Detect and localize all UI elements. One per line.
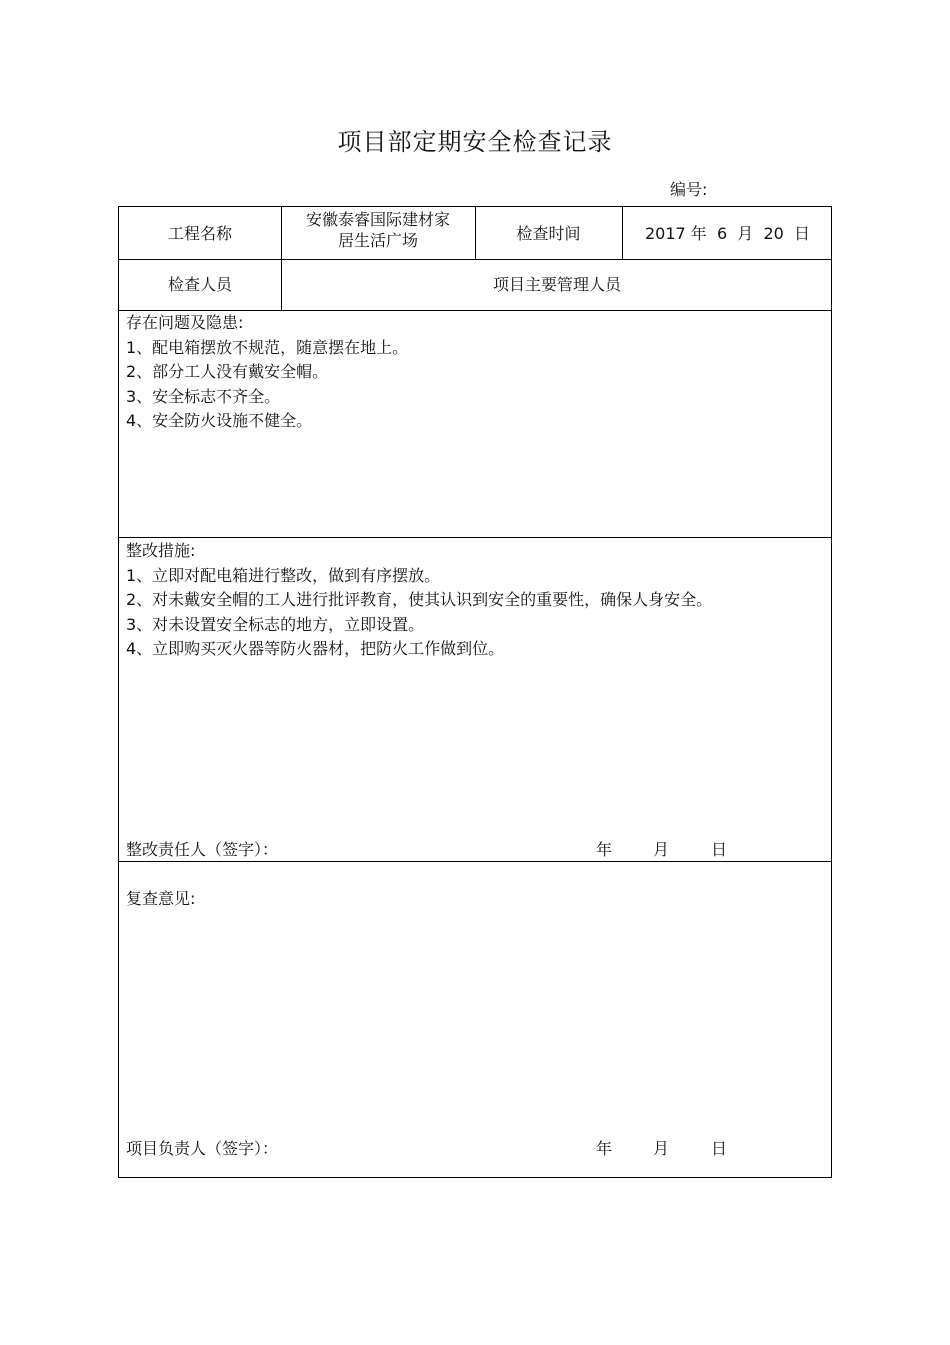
- problem-item: 3、安全标志不齐全。: [126, 386, 281, 406]
- page-title: 项目部定期安全检查记录: [337, 128, 613, 156]
- problem-item: 1、配电箱摆放不规范，随意摆在地上。: [126, 337, 409, 357]
- review-month-label: 月: [653, 1139, 670, 1158]
- rectification-month-label: 月: [653, 840, 670, 859]
- inspection-form: [118, 206, 832, 1178]
- review-heading: 复查意见:: [126, 889, 196, 908]
- problems-section: [126, 311, 825, 434]
- rectification-year-label: 年: [596, 840, 613, 859]
- check-time-label: 检查时间: [516, 223, 581, 243]
- problem-item: 2、部分工人没有戴安全帽。: [126, 362, 329, 381]
- rectification-signer-label: 整改责任人（签字）：: [126, 840, 279, 859]
- serial-number-label: 编号:: [670, 180, 708, 199]
- check-date-value: 2017 年 6 月 20 日: [644, 223, 811, 243]
- row-divider-4: [119, 861, 831, 862]
- problem-item: 4、安全防火设施不健全。: [126, 411, 313, 430]
- review-year-label: 年: [596, 1139, 613, 1158]
- review-day-label: 日: [711, 1139, 728, 1158]
- rectification-day-label: 日: [711, 840, 728, 859]
- measure-item: 4、立即购买灭火器等防火器材，把防火工作做到位。: [126, 639, 505, 658]
- inspectors-value: 项目主要管理人员: [492, 275, 621, 294]
- row-divider-3: [119, 537, 831, 538]
- review-section: [126, 887, 825, 912]
- measures-section: [126, 539, 825, 662]
- problems-heading: 存在问题及隐患:: [126, 313, 244, 332]
- project-name-value: [281, 207, 475, 253]
- measure-item: 3、对未设置安全标志的地方，立即设置。: [126, 614, 425, 634]
- review-signer-label: 项目负责人（签字）：: [126, 1139, 279, 1158]
- measures-heading: 整改措施:: [126, 541, 196, 560]
- rectification-signature-line: [126, 839, 831, 861]
- measure-item: 1、立即对配电箱进行整改，做到有序摆放。: [126, 565, 441, 585]
- project-name-label: 工程名称: [167, 223, 232, 243]
- project-name-line-1: 安徽泰睿国际建材家: [305, 210, 450, 229]
- review-signature-line: [126, 1138, 831, 1160]
- measure-item: 2、对未戴安全帽的工人进行批评教育，使其认识到安全的重要性，确保人身安全。: [126, 590, 713, 609]
- inspectors-label: 检查人员: [167, 275, 232, 294]
- project-name-line-2: 居生活广场: [337, 231, 418, 250]
